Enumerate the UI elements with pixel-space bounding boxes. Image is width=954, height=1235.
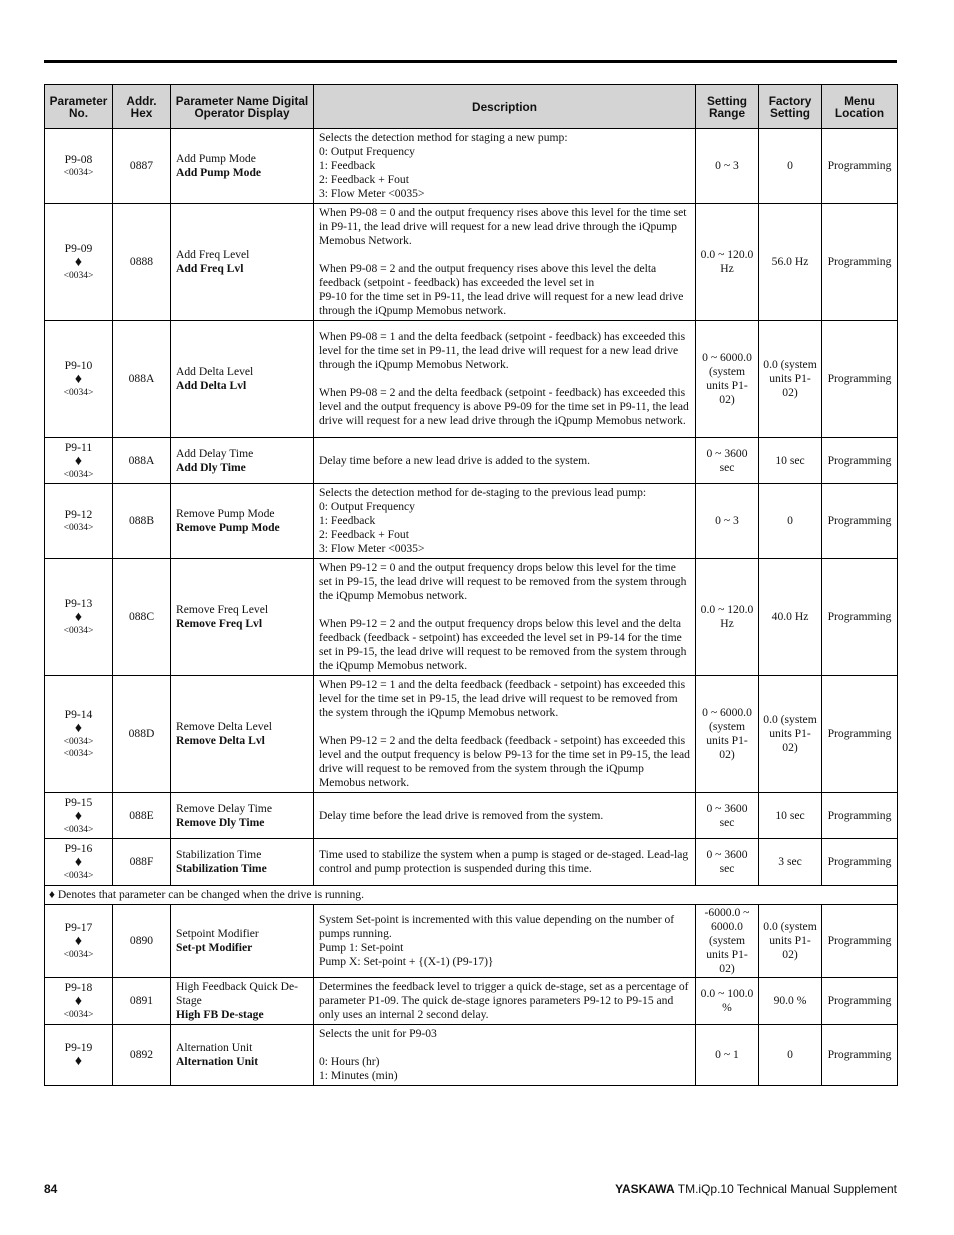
param-name: Add Delta Level [176,365,254,378]
param-number: P9-14 [64,708,93,721]
param-no-cell [45,839,113,886]
setting-range-cell: 0 ~ 3600 sec [696,839,759,886]
addr-hex-cell: 088A [113,438,171,484]
setting-range-cell: 0.0 ~ 120.0 Hz [696,559,759,676]
description-cell [314,321,696,438]
table-row [45,438,898,484]
operator-display-name: Add Delta Lvl [176,379,247,392]
param-name-cell [171,129,314,204]
menu-location-cell: Programming [822,839,898,886]
factory-setting-cell: 56.0 Hz [759,204,822,321]
addr-hex-cell: 0891 [113,978,171,1025]
param-number: P9-18 [64,981,93,994]
param-number: P9-19 [64,1041,93,1054]
version-tag: <0034> [63,168,94,178]
description-line [319,248,690,262]
table-note-section [45,886,898,905]
factory-setting-cell: 90.0 % [759,978,822,1025]
factory-setting-cell: 3 sec [759,839,822,886]
operator-display-name: Remove Dly Time [176,815,265,829]
description-cell [314,129,696,204]
setting-range-cell: 0 ~ 1 [696,1025,759,1086]
addr-hex-cell: 088E [113,793,171,839]
operator-display-name: Add Pump Mode [176,166,262,179]
description-line: When P9-08 = 1 and the delta feedback (setpoint - feedback) has exceeded this level for the time set in P9-11, the lead drive will request for a new lead drive through the iQpump Memobus Network. [319,330,686,371]
description-line [319,603,690,617]
param-number: P9-08 [64,153,93,166]
description-cell [314,676,696,793]
version-tag: <0034> [63,271,94,281]
description-line [319,1041,690,1055]
param-no-cell [45,438,113,484]
menu-location-cell: Programming [822,129,898,204]
param-no-cell [45,978,113,1025]
setting-range-cell: 0 ~ 6000.0 (system units P1-02) [696,321,759,438]
header-addr-hex: Addr. Hex [113,85,171,129]
addr-hex-cell: 088B [113,484,171,559]
param-number: P9-13 [64,597,93,610]
diamond-icon: ♦ [74,721,83,736]
description-line: 2: Feedback + Fout [319,528,409,541]
description-line: Selects the unit for P9-03 [319,1027,437,1040]
description-line: 1: Feedback [319,159,376,172]
param-no-cell [45,793,113,839]
description-line: When P9-12 = 1 and the delta feedback (feedback - setpoint) has exceeded this level for the time set in P9-15, the lead drive will request to be removed from the system through the iQpump Memobus network. [319,678,686,719]
note-row [45,886,898,905]
param-name-cell [171,978,314,1025]
menu-location-cell: Programming [822,676,898,793]
menu-location-cell: Programming [822,905,898,978]
factory-setting-cell: 40.0 Hz [759,559,822,676]
param-name: Alternation Unit [176,1041,253,1054]
menu-location-cell: Programming [822,793,898,839]
setting-range-cell: 0 ~ 6000.0 (system units P1-02) [696,676,759,793]
version-tag: <0034> [63,950,94,960]
addr-hex-cell: 088D [113,676,171,793]
version-tag: <0034> [63,1010,94,1020]
description-line: When P9-12 = 2 and the delta feedback (feedback - setpoint) has exceeded this level and the output frequency is below P9-13 for the time set in P9-15, the lead drive will request to be removed from the system through the iQpump Memobus network. [319,734,690,789]
param-name: Remove Pump Mode [176,507,275,520]
addr-hex-cell: 0892 [113,1025,171,1086]
diamond-icon: ♦ [74,372,83,387]
footer-manual-title [615,1182,897,1196]
table-row [45,839,898,886]
param-name-cell [171,676,314,793]
param-number: P9-10 [64,359,93,372]
diamond-icon: ♦ [74,1054,83,1069]
param-no-cell [45,676,113,793]
factory-setting-cell: 0 [759,129,822,204]
param-no-cell [45,559,113,676]
param-name-cell [171,839,314,886]
description-line: Pump X: Set-point + {(X-1) (P9-17)} [319,955,494,968]
menu-location-cell: Programming [822,978,898,1025]
description-cell [314,559,696,676]
description-line: 2: Feedback + Fout [319,173,409,186]
brand-name: YASKAWA [615,1182,675,1196]
diamond-icon: ♦ [74,855,83,870]
factory-setting-cell: 0.0 (system units P1-02) [759,321,822,438]
param-name-cell [171,905,314,978]
param-number: P9-15 [64,795,93,809]
param-name-cell [171,793,314,839]
param-name-cell [171,559,314,676]
param-no-cell [45,1025,113,1086]
menu-location-cell: Programming [822,204,898,321]
description-cell [314,1025,696,1086]
table-header-row [45,85,898,129]
operator-display-name: Alternation Unit [176,1055,259,1068]
header-description: Description [314,85,696,129]
factory-setting-cell: 10 sec [759,438,822,484]
addr-hex-cell: 0887 [113,129,171,204]
diamond-icon: ♦ [74,255,83,270]
operator-display-name: Remove Freq Lvl [176,617,263,630]
param-no-cell [45,484,113,559]
factory-setting-cell: 0.0 (system units P1-02) [759,905,822,978]
version-tag: <0034> [63,626,94,636]
diamond-icon: ♦ [74,934,83,949]
addr-hex-cell: 088A [113,321,171,438]
description-cell [314,793,696,839]
description-line: When P9-08 = 2 and the output frequency rises above this level the delta feedback (setpoint - feedback) has exceeded the level set in [319,262,657,289]
description-line: Delay time before the lead drive is removed from the system. [319,808,604,822]
param-no-cell [45,129,113,204]
description-cell [314,484,696,559]
param-name: High Feedback Quick De-Stage [176,980,299,1007]
addr-hex-cell: 088F [113,839,171,886]
setting-range-cell: 0 ~ 3600 sec [696,438,759,484]
menu-location-cell: Programming [822,559,898,676]
param-name: Add Pump Mode [176,152,256,165]
param-number: P9-17 [64,921,93,934]
header-setting-range: Setting Range [696,85,759,129]
table-row [45,321,898,438]
description-line [319,372,690,386]
description-line: P9-10 for the time set in P9-11, the lead drive will request for a new lead drive through the iQpump Memobus network. [319,290,684,317]
version-tag: <0034> [63,871,94,881]
table-row [45,559,898,676]
version-tag: <0034> [63,824,94,835]
description-line: Selects the detection method for de-staging to the previous lead pump: [319,486,647,499]
description-line: 1: Feedback [319,514,376,527]
header-menu-location: Menu Location [822,85,898,129]
diamond-icon: ♦ [74,994,83,1009]
addr-hex-cell: 0888 [113,204,171,321]
description-cell [314,978,696,1025]
description-line: When P9-08 = 0 and the output frequency rises above this level for the time set in P9-11, the lead drive will request for a new lead drive through the iQpump Memobus Network. [319,206,687,247]
diamond-icon: ♦ [74,808,83,824]
operator-display-name: Remove Delta Lvl [176,734,265,747]
param-number: P9-12 [64,508,93,521]
description-line: When P9-12 = 0 and the output frequency drops below this level for the time set in P9-15, the lead drive will request to be removed from the system through the iQpump Memobus network. [319,561,687,602]
setting-range-cell: 0 ~ 3 [696,129,759,204]
top-rule [44,60,897,63]
description-line: System Set-point is incremented with this value depending on the number of pumps running. [319,913,675,940]
param-number: P9-09 [64,242,93,255]
menu-location-cell: Programming [822,438,898,484]
param-name: Add Delay Time [176,446,254,460]
running-change-note: ♦ Denotes that parameter can be changed when the drive is running. [45,886,898,905]
diamond-icon: ♦ [74,610,83,625]
setting-range-cell: 0 ~ 3600 sec [696,793,759,839]
operator-display-name: High FB De-stage [176,1008,264,1021]
param-name: Remove Delay Time [176,801,272,815]
menu-location-cell: Programming [822,1025,898,1086]
table-row [45,676,898,793]
param-name: Remove Freq Level [176,603,269,616]
setting-range-cell: 0 ~ 3 [696,484,759,559]
description-cell [314,438,696,484]
version-tag: <0034> [63,523,94,533]
description-line: Pump 1: Set-point [319,941,404,954]
description-line: 3: Flow Meter <0035> [319,542,425,555]
description-line: 0: Output Frequency [319,500,415,513]
table-body-primary [45,129,898,886]
page-number: 84 [44,1182,58,1196]
description-cell [314,839,696,886]
version-tag: <0034> [63,469,94,480]
factory-setting-cell: 0 [759,484,822,559]
operator-display-name: Add Dly Time [176,460,246,474]
operator-display-name: Remove Pump Mode [176,521,280,534]
description-line: Delay time before a new lead drive is added to the system. [319,453,591,467]
description-line: When P9-12 = 2 and the output frequency drops below this level and the delta feedback (feedback - setpoint) has exceeded the level set in P9-14 for the time set in P9-15, the lead drive will request to be removed from the system through the iQpump Memobus network. [319,617,687,672]
version-tag: <0034><0034> [63,737,94,759]
param-name-cell [171,1025,314,1086]
param-name-cell [171,484,314,559]
operator-display-name: Add Freq Lvl [176,262,244,275]
parameter-table [44,84,898,1086]
manual-title: TM.iQp.10 Technical Manual Supplement [677,1182,897,1196]
param-name-cell [171,321,314,438]
header-param-name: Parameter Name Digital Operator Display [171,85,314,129]
table-row [45,484,898,559]
factory-setting-cell: 0 [759,1025,822,1086]
description-line: 1: Minutes (min) [319,1069,398,1082]
menu-location-cell: Programming [822,321,898,438]
table-row [45,1025,898,1086]
menu-location-cell: Programming [822,484,898,559]
setting-range-cell: 0.0 ~ 120.0 Hz [696,204,759,321]
table-row [45,905,898,978]
version-tag: <0034> [63,388,94,398]
diamond-icon: ♦ [74,453,83,469]
factory-setting-cell: 10 sec [759,793,822,839]
table-body-secondary [45,905,898,1086]
param-number: P9-11 [64,440,93,454]
description-line: 0: Hours (hr) [319,1055,380,1068]
setting-range-cell: 0.0 ~ 100.0 % [696,978,759,1025]
description-cell [314,905,696,978]
description-line: 0: Output Frequency [319,145,415,158]
table-row [45,978,898,1025]
header-factory-setting: Factory Setting [759,85,822,129]
factory-setting-cell: 0.0 (system units P1-02) [759,676,822,793]
param-name-cell [171,438,314,484]
description-line: When P9-08 = 2 and the delta feedback (setpoint - feedback) has exceeded this level and the output frequency is above P9-09 for the time set in P9-11, the lead drive will request for a new lead drive through the iQpump Memobus network. [319,386,689,427]
param-name: Stabilization Time [176,848,262,861]
param-no-cell [45,204,113,321]
addr-hex-cell: 088C [113,559,171,676]
description-line: 3: Flow Meter <0035> [319,187,425,200]
header-param-no: Parameter No. [45,85,113,129]
description-line: Selects the detection method for staging a new pump: [319,131,568,144]
setting-range-cell: -6000.0 ~ 6000.0 (system units P1-02) [696,905,759,978]
param-number: P9-16 [64,842,93,855]
param-no-cell [45,321,113,438]
table-row [45,793,898,839]
param-name: Setpoint Modifier [176,927,259,940]
description-line: Time used to stabilize the system when a pump is staged or de-staged. Lead-lag control and pump protection is suspended during this time. [319,848,689,875]
table-row [45,204,898,321]
param-name: Remove Delta Level [176,720,272,733]
param-no-cell [45,905,113,978]
description-cell [314,204,696,321]
description-line [319,720,690,734]
operator-display-name: Stabilization Time [176,862,267,875]
param-name-cell [171,204,314,321]
param-name: Add Freq Level [176,248,250,261]
addr-hex-cell: 0890 [113,905,171,978]
operator-display-name: Set-pt Modifier [176,941,253,954]
table-row [45,129,898,204]
description-line: Determines the feedback level to trigger a quick de-stage, set as a percentage of parameter P1-09. The quick de-stage ignores parameters P9-12 to P9-15 and only uses an internal 2 second delay. [319,980,689,1021]
